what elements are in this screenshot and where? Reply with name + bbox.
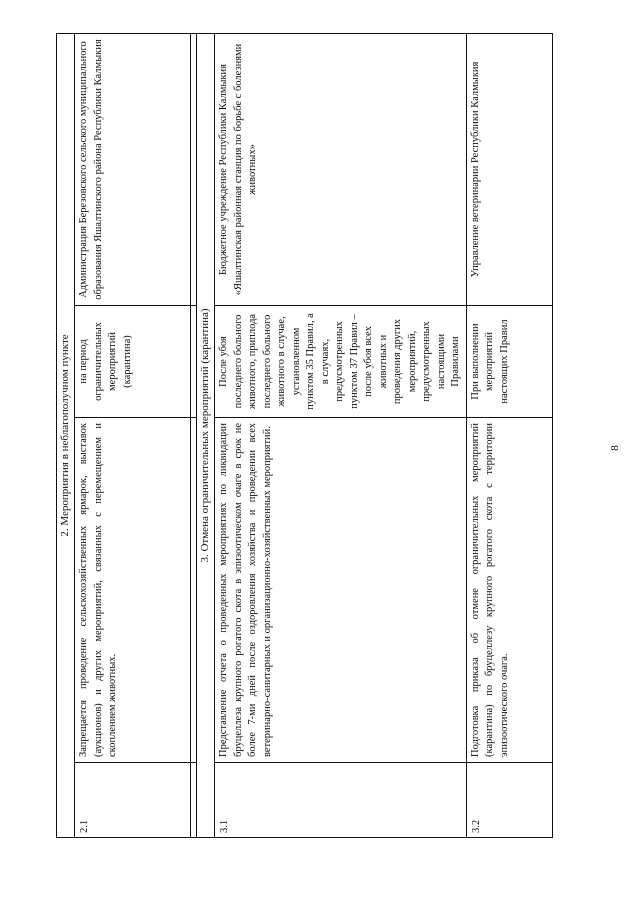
term-text: При выполнении мероприятий настоящих Правил — [466, 306, 552, 418]
section-2-header-row — [57, 33, 75, 837]
row-number: 3.2 — [466, 763, 552, 838]
measures-table — [56, 33, 553, 838]
section-3-title: 3. Отмена ограничительных мероприятий (карантина) — [197, 33, 215, 837]
section-3-header-row — [197, 33, 215, 837]
table-row — [75, 33, 191, 837]
responsible-text: Бюджетное учреждение Республики Калмыкия «Яшалтинская районная станция по борьбе с болезнями животных» — [215, 33, 466, 305]
page-number: 8 — [608, 445, 621, 451]
measure-text: Запрещается проведение сельскохозяйственных ярмарок, выставок (аукционов) и других мероприятий, связанных с перемещением и скоплением животных. — [75, 418, 191, 763]
table-row — [215, 33, 466, 837]
table-row — [466, 33, 552, 837]
term-text: на период ограничительных мероприятий (карантина) — [75, 306, 191, 418]
row-number: 2.1 — [75, 763, 191, 838]
term-text: После убоя последнего больного животного, приплода последнего больного животного в случае, установленном пунктом 35 Правил, а в случаях, предусмотренных пунктом 37 Правил – после убоя всех животных и проведения других мероприятий, предусмотренных настоящими Правилами — [215, 306, 466, 418]
responsible-text: Администрация Березовского сельского муниципального образования Яшалтинского района Республики Калмыкия — [75, 33, 191, 305]
measure-text: Подготовка приказа об отмене ограничительных мероприятий (карантина) по бруцеллезу крупного рогатого скота с территории эпизоотического очага. — [466, 418, 552, 763]
rotated-table-page — [56, 34, 590, 838]
measure-text: Представление отчета о проведенных мероприятиях по ликвидации бруцеллеза крупного рогатого скота в эпизоотическом очаге в срок не более 7-ми дней после оздоровления хозяйства и проведении всех ветеринарно-санитарных и организационно-хозяйственных мероприятий. — [215, 418, 466, 763]
section-2-title: 2. Мероприятия в неблагополучном пункте — [57, 33, 75, 837]
row-number: 3.1 — [215, 763, 466, 838]
responsible-text: Управление ветеринарии Республики Калмыкия — [466, 33, 552, 305]
